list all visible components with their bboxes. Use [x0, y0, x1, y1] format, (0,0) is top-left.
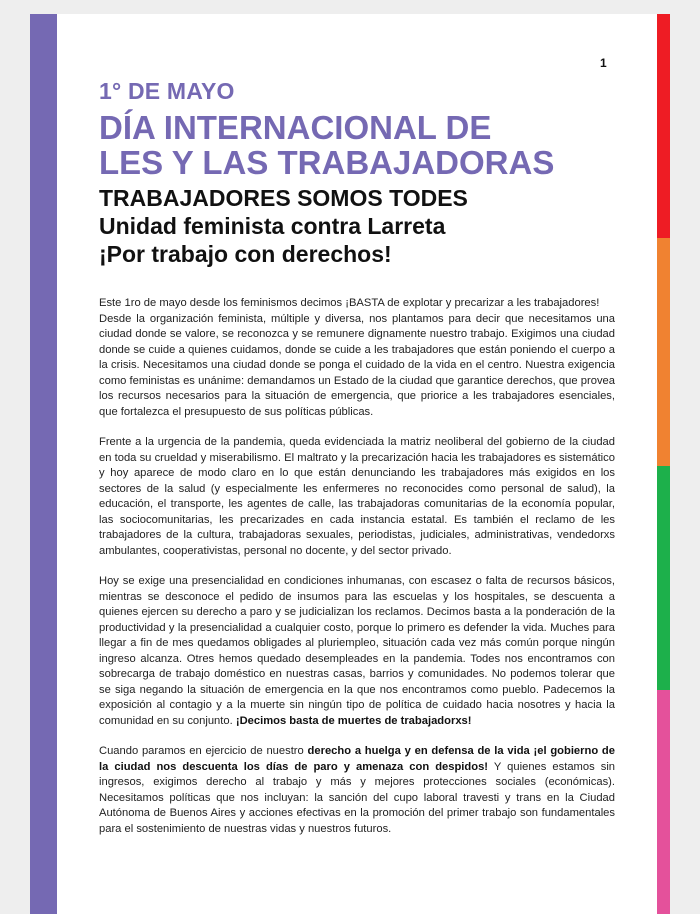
paragraph-1-intro: Este 1ro de mayo desde los feminismos decimos ¡BASTA de explotar y precarizar a les trabajadores!	[99, 297, 600, 309]
rainbow-stripe-green	[657, 466, 670, 690]
paragraph-3-emphasis: ¡Decimos basta de muertes de trabajadorxs!	[235, 714, 472, 727]
paragraph-4-end: Y quienes estamos sin ingresos, exigimos derecho al trabajo y más y mejores protecciones sociales (económicas). Necesitamos políticas que nos incluyan: la sanción del cupo laboral travesti y trans en la Ciudad Autónoma de Buenos Aires y acciones efectivas en la promoción del primer trabajo son fundamentales para el sostenimiento de nuestras vidas y nuestros futuros.	[99, 760, 616, 835]
paragraph-1-body: Desde la organización feminista, múltiple y diversa, nos plantamos para decir que necesitamos una ciudad donde se valore, se reconozca y se remunere dignamente nuestro trabajo. Exigimos una ciudad donde se cuide a quienes cuidamos, donde se cuide a les trabajadores que están poniendo el cuerpo a la crisis. Necesitamos una ciudad donde se ponga el cuidado de la vida en el centro. Nuestra exigencia como feministas es unánime: demandamos un Estado de la ciudad que garantice derechos, que provea los recursos necesarios para la situación de emergencia, que priorice a les trabajadores esenciales, que fortalezca el presupuesto de sus políticas públicas.	[99, 312, 615, 418]
paragraph-1	[99, 296, 615, 420]
date-heading: 1° DE MAYO	[99, 78, 235, 104]
main-title-line-1: DÍA INTERNACIONAL DE	[99, 109, 492, 146]
paragraph-3-text: Hoy se exige una presencialidad en condiciones inhumanas, con escasez o falta de recursos básicos, mientras se desconoce el pedido de insumos para las escuelas y los hospitales, se descuenta a quienes ejercen su derecho a paro y se judicializan los reclamos. Decimos basta a la ponderación de la productividad y la presencialidad a cualquier costo, porque lo primero es defender la vida. Muches para llegar a fin de mes quedamos obligades al pluriempleo, situación cada vez más común porque ningún ingreso alcanza. Otres hemos quedado desempleades en la pandemia. Todes nos encontramos con sobrecarga de trabajo doméstico en nuestras casas, barrios y comunidades. No podemos tolerar que se siga negando la situación de emergencia en la que nos encontramos como pueblo. Padecemos la exposición al contagio y a la muerte sin ningún tipo de política de cuidado hacia nosotres y hacia la comunidad en su conjunto.	[99, 575, 615, 727]
rainbow-stripe-red	[657, 14, 670, 238]
body-text	[99, 296, 615, 852]
subtitle	[99, 184, 619, 268]
subtitle-line-1: TRABAJADORES SOMOS TODES	[99, 185, 468, 211]
paragraph-2: Frente a la urgencia de la pandemia, queda evidenciada la matriz neoliberal del gobierno de la ciudad en toda su crueldad y miserabilismo. El maltrato y la precarización hacia les trabajadores es sistemático y hoy aparece de modo claro en lo que están denunciando les trabajadores más exigidos en los sectores de la salud (y especialmente les enfermeres no reconocides como personal de salud), la educación, el transporte, les agentes de calle, las trabajadoras comunitarias de la economía popular, las sociocomunitarias, les precarizades en cada instancia estatal. Es también el reclamo de les trabajadores de la cultura, trabajadoras sexuales, periodistas, judiciales, administrativas, vendedorxs ambulantes, cooperativistas, personal no docente, y del sector privado.	[99, 436, 615, 557]
document-page	[30, 14, 670, 914]
paragraph-4	[99, 744, 615, 837]
paragraph-4-emphasis: derecho a huelga y en defensa de la vida ¡el gobierno de la ciudad nos descuenta los días de paro y amenaza con despidos!	[99, 745, 615, 773]
main-title-line-2: LES Y LAS TRABAJADORAS	[99, 144, 555, 181]
paragraph-4-start: Cuando paramos en ejercicio de nuestro	[99, 745, 304, 757]
page-number: 1	[600, 56, 607, 70]
main-title	[99, 110, 619, 180]
rainbow-stripe-orange	[657, 238, 670, 466]
rainbow-stripe-pink	[657, 690, 670, 914]
subtitle-line-2: Unidad feminista contra Larreta	[99, 213, 446, 239]
purple-side-band	[30, 14, 57, 914]
subtitle-line-3: ¡Por trabajo con derechos!	[99, 241, 392, 267]
paragraph-3	[99, 574, 615, 729]
